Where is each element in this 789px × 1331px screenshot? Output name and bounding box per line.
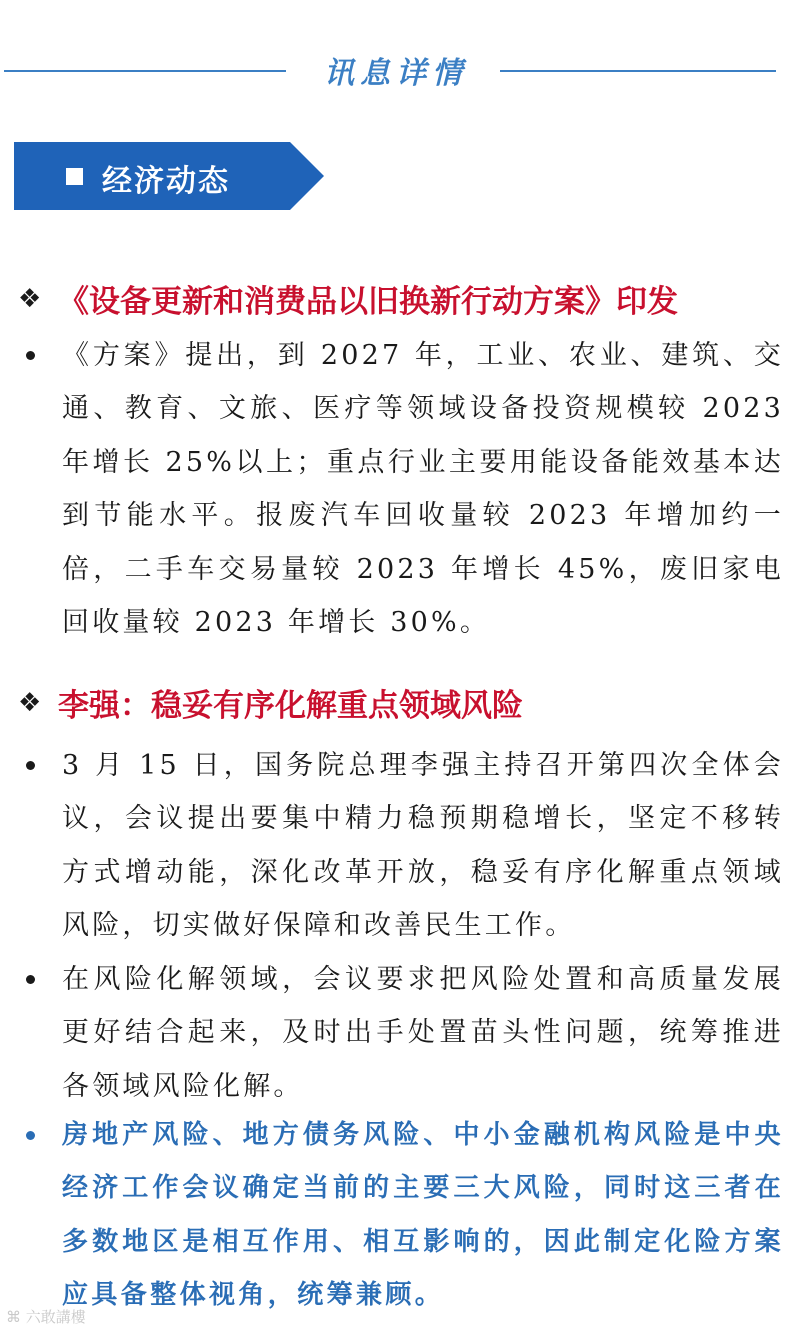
header-divider-right [500, 70, 776, 72]
square-bullet-icon [66, 168, 83, 185]
headline-text: 李强：稳妥有序化解重点领域风险 [58, 688, 523, 724]
bullet-dot-icon [26, 761, 35, 770]
section-banner [14, 142, 324, 210]
headline-text: 《设备更新和消费品以旧换新行动方案》印发 [58, 284, 678, 320]
list-item [18, 739, 788, 953]
bullet-dot-icon [26, 975, 35, 984]
list-item-highlight [18, 1109, 788, 1323]
watermark-logo-icon: ⌘ [6, 1308, 21, 1326]
header-divider-left [4, 70, 286, 72]
list-item [18, 953, 788, 1113]
article-headline [18, 680, 523, 725]
bullet-dot-icon [26, 351, 35, 360]
article-headline [18, 276, 678, 321]
diamond-cluster-icon: ❖ [18, 687, 42, 718]
page-header [0, 44, 789, 94]
list-item-text: 在风险化解领域，会议要求把风险处置和高质量发展更好结合起来，及时出手处置苗头性问题，统筹推进各领域风险化解。 [62, 964, 784, 1102]
highlight-text: 房地产风险、地方债务风险、中小金融机构风险是中央经济工作会议确定当前的主要三大风险，同时这三者在多数地区是相互作用、相互影响的，因此制定化险方案应具备整体视角，统筹兼顾。 [62, 1120, 784, 1311]
watermark [6, 1306, 86, 1327]
bullet-dot-icon [26, 1131, 35, 1140]
list-item-text: 3 月 15 日，国务院总理李强主持召开第四次全体会议，会议提出要集中精力稳预期稳增长，坚定不移转方式增动能，深化改革开放，稳妥有序化解重点领域风险，切实做好保障和改善民生工作。 [62, 750, 784, 942]
section-title: 经济动态 [102, 164, 230, 199]
list-item [18, 329, 788, 649]
page-title: 讯息详情 [324, 56, 468, 91]
watermark-text: 六敢講樓 [25, 1308, 86, 1326]
list-item-text: 《方案》提出，到 2027 年，工业、农业、建筑、交通、教育、文旅、医疗等领域设备投资规模较 2023 年增长 25%以上；重点行业主要用能设备能效基本达到节能水平。报废汽车回收量较 2023 年增加约一倍，二手车交易量较 2023 年增长 45%，废旧家电回收量较 2023 年增长 30%。 [62, 340, 784, 639]
diamond-cluster-icon: ❖ [18, 283, 42, 314]
